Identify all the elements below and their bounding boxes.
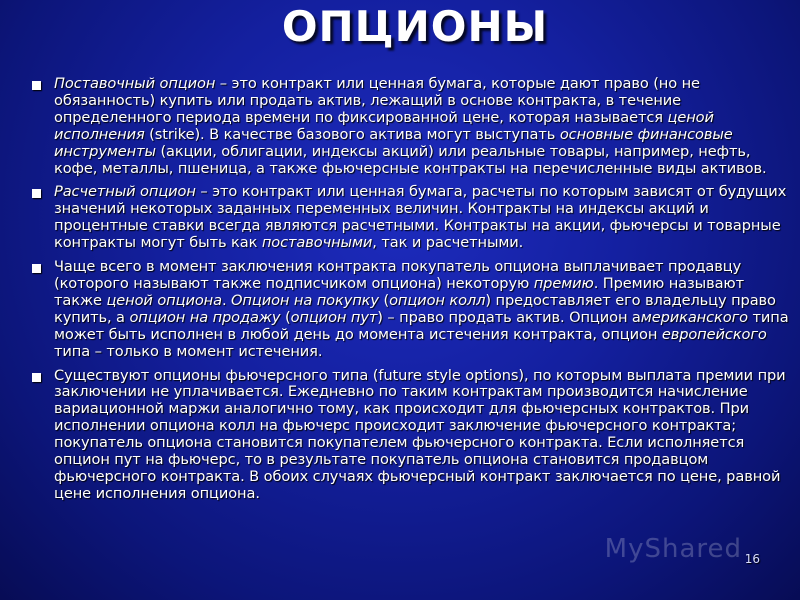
emphasized-term: основные финансовые инструменты [54,125,733,160]
bullet-text: ( [280,308,291,326]
bullet-text: Существуют опционы фьючерсного типа (future style options), по которым выплата премии при заключении не уплачивается. Ежедневно по таким контрактам производится начисление вариационной маржи аналогично тому, как происходит для фьючерсных контрактов. При исполнении опциона колл на фьючерс происходит заключение фьючерсного контракта; покупатель опциона становится покупателем фьючерсного контракта. Если исполняется опцион пут на фьючерс, то в результате покупатель опциона становится продавцом фьючерсного контракта. В обоих случаях фьючерсный контракт заключается по цене, равной цене исполнения опциона. [54,366,786,502]
bullet-text: . [221,291,232,309]
bullet-text: . Премию называют также [54,274,744,309]
emphasized-term: Поставочный опцион – [54,75,232,92]
emphasized-term: опцион колл [389,291,486,309]
bullet-text: (акции, облигации, индексы акций) или реальные товары, например, нефть, кофе, металлы, пшеница, а также фьючерсные контракты на перечисленные виды активов. [54,142,767,177]
bullet-item [32,76,792,177]
emphasized-term: ценой опциона [106,291,222,309]
emphasized-term: опцион пут [290,308,378,326]
bullet-item [32,368,792,503]
emphasized-term: ценой исполнения [54,108,714,143]
bullet-text: ( [378,291,390,309]
bullet-square-icon [32,264,41,273]
bullet-text: (strike). В качестве базового актива могут выступать [144,125,560,143]
bullet-text: это контракт или ценная бумага, расчеты по которым зависят от будущих значений некоторых заданных переменных величин. Контракты на индексы акций и процентные ставки всегда являются расчетными. Контракты на акции, фьючерсы и товарные контракты могут быть как [54,183,787,252]
emphasized-term: опцион на продажу [129,308,281,326]
watermark: MyShared [604,534,742,564]
bullet-square-icon [32,81,41,90]
emphasized-term: Расчетный опцион – [54,183,213,201]
slide-title: ОПЦИОНЫ [281,2,549,51]
bullet-square-icon [32,189,41,198]
bullet-text: ) предоставляет его владельцу право купить, а [54,291,776,326]
bullet-square-icon [32,373,41,382]
bullet-text: Чаще всего в момент заключения контракта покупатель опциона выплачивает продавцу (которого называют также подписчиком опциона) некоторую [54,258,742,292]
bullet-text: типа – только в момент истечения. [54,342,323,360]
emphasized-term: премию [533,274,594,292]
bullet-text: это контракт или ценная бумага, которые дают право (но не обязанность) купить или продать актив, лежащий в основе контракта, в течение определенного периода времени по фиксированной цене, которая называется [54,75,700,126]
bullet-text: , так и расчетными. [372,234,524,252]
bullet-text: ) – право продать актив. Опцион а [377,308,641,326]
emphasized-term: европейского [661,325,767,343]
bullet-text: типа может быть исполнен в любой день до момента истечения контракта, опцион [54,308,789,343]
emphasized-term: Опцион на покупку [231,291,379,309]
bullet-item [32,184,792,252]
bullet-list [32,76,792,510]
bullet-item [32,259,792,360]
emphasized-term: мериканского [640,308,748,326]
emphasized-term: поставочными [261,234,373,252]
page-number: 16 [744,552,760,566]
